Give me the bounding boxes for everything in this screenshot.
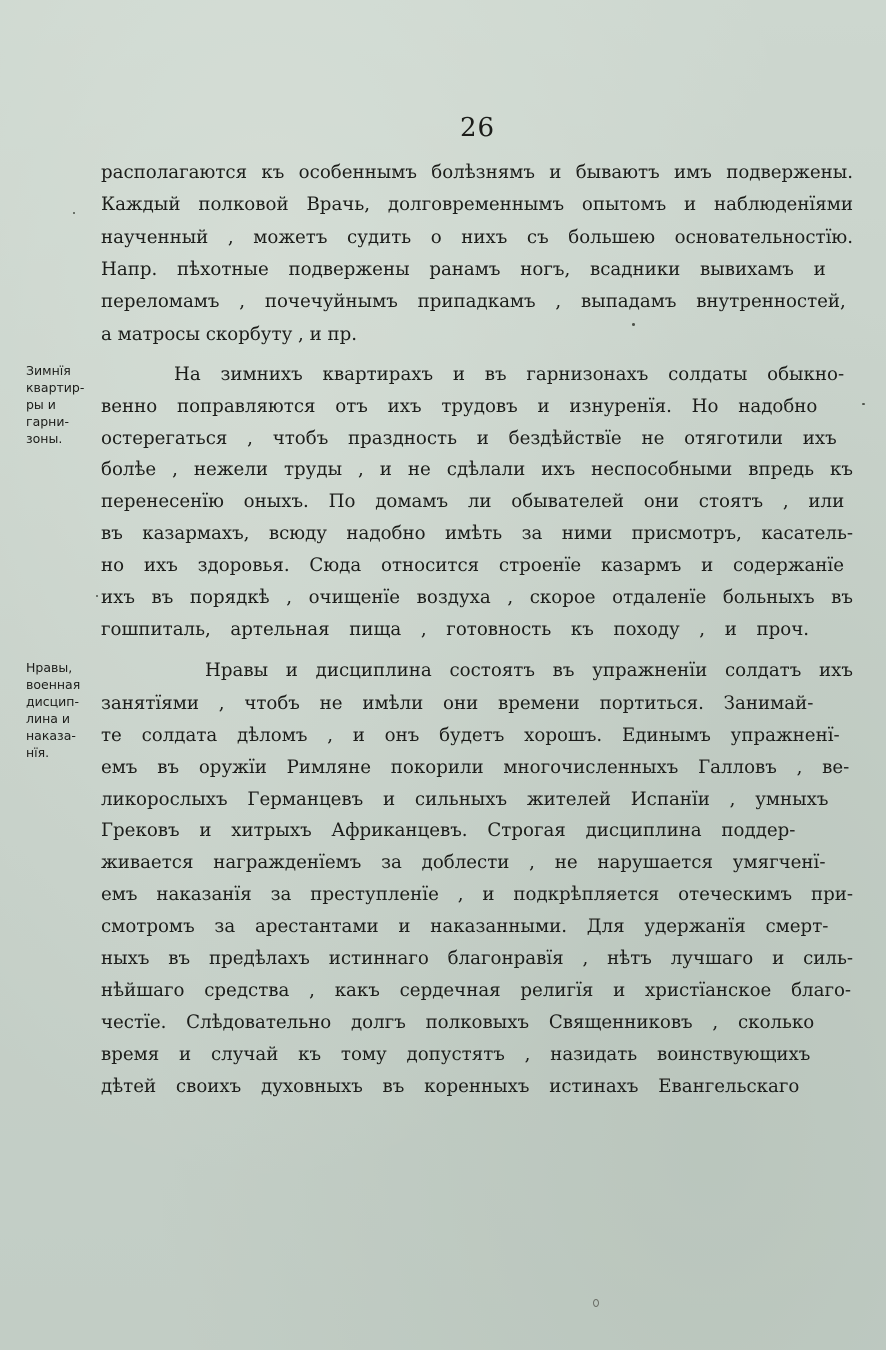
margin-note-line: Зимнїя <box>26 363 71 378</box>
text-line: переломамъ , почечуйнымъ припадкамъ , выпадамъ внутренностей, <box>101 291 846 312</box>
text-line: занятїями , чтобъ не имѣли они времени портиться. Занимай- <box>101 693 814 714</box>
text-line: На зимнихъ квартирахъ и въ гарнизонахъ солдаты обыкно- <box>174 364 845 385</box>
text-line: болѣе , нежели труды , и не сдѣлали ихъ неспособными впредь къ <box>101 459 853 480</box>
text-line: наученный , можетъ судить о нихъ съ большею основательностїю. <box>101 227 853 248</box>
text-line: венно поправляются отъ ихъ трудовъ и изнуренїя. Но надобно <box>101 396 818 417</box>
text-line: а матросы скорбуту , и пр. <box>101 324 358 345</box>
page-number: 26 <box>460 113 496 143</box>
paper-speck <box>73 212 75 214</box>
paper-speck <box>593 1299 599 1307</box>
text-line: перенесенїю оныхъ. По домамъ ли обывателей они стоятъ , или <box>101 491 845 512</box>
margin-note-line: зоны. <box>26 431 63 446</box>
margin-note-line: военная <box>26 677 81 692</box>
text-line: Нравы и дисциплина состоятъ въ упражненїи солдатъ ихъ <box>205 660 853 681</box>
text-line: ликорослыхъ Германцевъ и сильныхъ жителей Испанїи , умныхъ <box>101 789 829 810</box>
text-line: живается награжденїемъ за доблести , не нарушается умягченї- <box>101 852 826 873</box>
margin-note-line: ры и <box>26 397 56 412</box>
margin-note-line: квартир- <box>26 380 85 395</box>
text-line: гошпиталь, артельная пища , готовность къ походу , и проч. <box>101 619 809 640</box>
text-line: Каждый полковой Врачь, долговременнымъ опытомъ и наблюденїями <box>101 194 853 215</box>
text-line: располагаются къ особеннымъ болѣзнямъ и бываютъ имъ подвержены. <box>101 162 853 183</box>
margin-note-line: наказа- <box>26 728 76 743</box>
text-line: честїе. Слѣдовательно долгъ полковыхъ Священниковъ , сколько <box>101 1012 815 1033</box>
text-line: но ихъ здоровья. Сюда относится строенїе казармъ и содержанїе <box>101 555 845 576</box>
margin-note-line: лина и <box>26 711 71 726</box>
text-line: емъ въ оружїи Римляне покорили многочисленныхъ Галловъ , ве- <box>101 757 850 778</box>
paper-speck <box>96 595 98 597</box>
text-line: Напр. пѣхотные подвержены ранамъ ногъ, всадники вывихамъ и <box>101 259 826 280</box>
text-line: нѣйшаго средства , какъ сердечная религїя и христїанское благо- <box>101 980 852 1001</box>
text-line: Грековъ и хитрыхъ Африканцевъ. Строгая дисциплина поддер- <box>101 820 796 841</box>
margin-note-line: дисцип- <box>26 694 79 709</box>
text-line: остерегаться , чтобъ праздность и бездѣйствїе не отяготили ихъ <box>101 428 837 449</box>
text-line: время и случай къ тому допустятъ , назидать воинствующихъ <box>101 1044 811 1065</box>
text-line: емъ наказанїя за преступленїе , и подкрѣпляется отеческимъ при- <box>101 884 853 905</box>
margin-note-line: гарни- <box>26 414 69 429</box>
paper-speck <box>632 323 635 326</box>
text-line: смотромъ за арестантами и наказанными. Для удержанїя смерт- <box>101 916 829 937</box>
text-line: дѣтей своихъ духовныхъ въ коренныхъ истинахъ Евангельскаго <box>101 1076 800 1097</box>
margin-note-line: Нравы, <box>26 660 73 675</box>
paper-speck <box>862 403 865 405</box>
text-line: те солдата дѣломъ , и онъ будетъ хорошъ. Единымъ упражненї- <box>101 725 840 746</box>
text-line: ныхъ въ предѣлахъ истиннаго благонравїя , нѣтъ лучшаго и силь- <box>101 948 853 969</box>
text-line: въ казармахъ, всюду надобно имѣть за ними присмотръ, касатель- <box>101 523 853 544</box>
margin-note-line: нїя. <box>26 745 50 760</box>
text-line: ихъ въ порядкѣ , очищенїе воздуха , скорое отдаленїе больныхъ въ <box>101 587 853 608</box>
